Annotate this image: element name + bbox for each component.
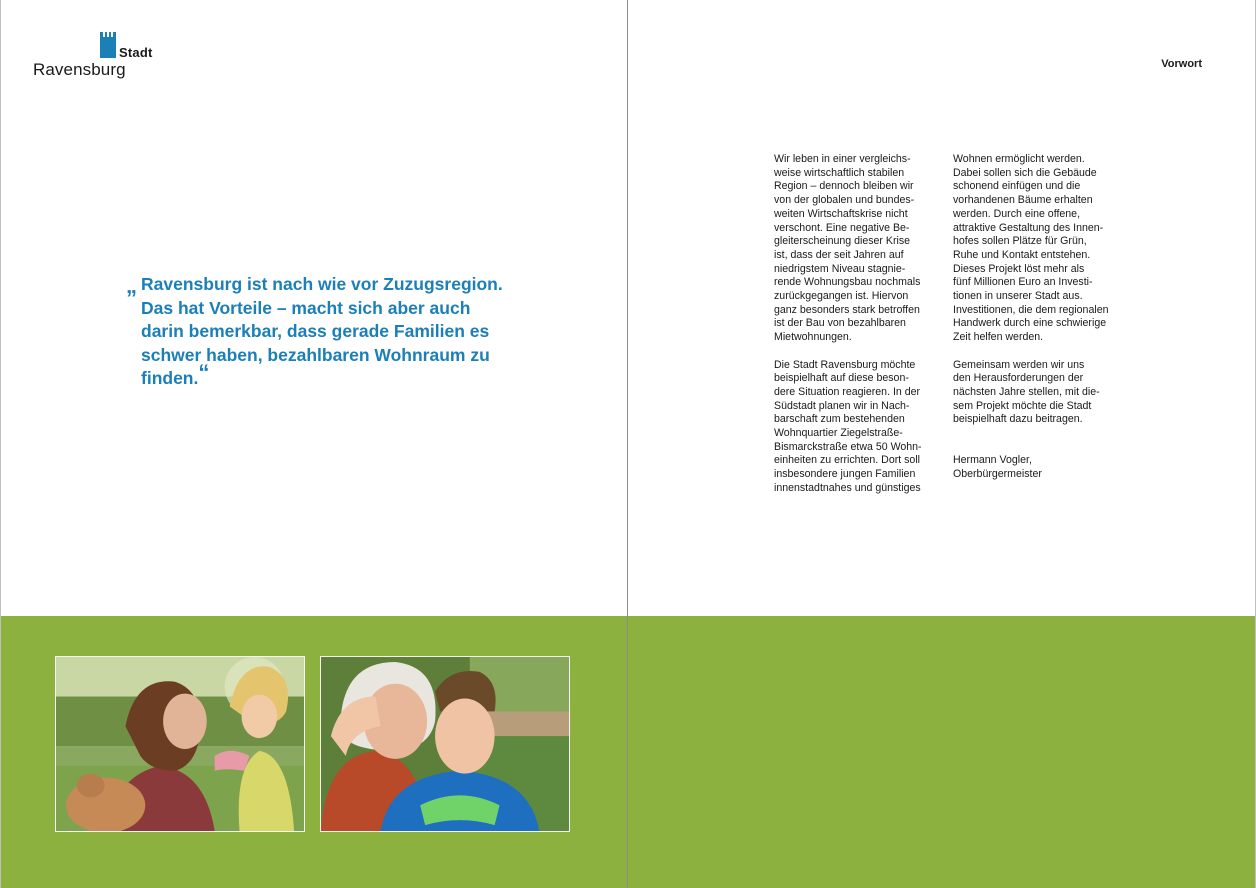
signature: Hermann Vogler, Oberbürgermeister xyxy=(953,454,1042,480)
paragraph: Gemeinsam werden wir uns den Herausforderungen der nächsten Jahre stellen, mit die- sem Projekt möchte die Stadt beispielhaft dazu beitragen. xyxy=(953,358,1100,426)
text-column-1 xyxy=(774,153,942,509)
grandmother-and-boy-photo xyxy=(320,656,570,832)
quote-body: Ravensburg ist nach wie vor Zuzugsregion. Das hat Vorteile – macht sich aber auch darin bemerkbar, dass gerade Familien es schwer haben, bezahlbaren Wohnraum zu finden. xyxy=(141,274,503,388)
text-column-2 xyxy=(953,153,1121,481)
left-page xyxy=(0,0,627,888)
right-page xyxy=(628,0,1256,888)
stadt-ravensburg-logo xyxy=(33,32,163,82)
logo-city-name: Ravensburg xyxy=(33,60,126,79)
paragraph: Wir leben in einer vergleichs- weise wirtschaftlich stabilen Region – dennoch bleiben wir von der globalen und bundes- weiten Wirtschaftskrise nicht verschont. Eine negative Be- gleiterscheinung dieser Krise ist, dass der seit Jahren auf niedrigstem Niveau stagnie- rende Wohnungsbau nochmals zurückgegangen ist. Hiervon ganz besonders stark betroffen ist der Bau von bezahlbaren Mietwohnungen. xyxy=(774,153,921,344)
mother-and-child-photo xyxy=(55,656,305,832)
quote-text xyxy=(141,273,541,391)
castle-tower-icon xyxy=(100,32,116,58)
green-band-right xyxy=(628,616,1255,888)
section-title: Vorwort xyxy=(1161,58,1202,70)
paragraph: Wohnen ermöglicht werden. Dabei sollen sich die Gebäude schonend einfügen und die vorhandenen Bäume erhalten werden. Durch eine offene, attraktive Gestaltung des Innen- hofes sollen Plätze für Grün, Ruhe und Kontakt entstehen. Dieses Projekt löst mehr als fünf Millionen Euro an Investi- tionen in unserer Stadt aus. Investitionen, die dem regionalen Handwerk durch eine schwierige Zeit helfen werden. xyxy=(953,153,1109,344)
logo-stadt-label: Stadt xyxy=(119,45,153,60)
quote-close-mark: “ xyxy=(198,360,210,385)
paragraph: Die Stadt Ravensburg möchte beispielhaft auf diese beson- dere Situation reagieren. In der Südstadt planen wir in Nach- barschaft zum bestehenden Wohnquartier Ziegelstraße- Bismarckstraße etwa 50 Wohn- einheiten zu errichten. Dort soll insbesondere jungen Familien innenstadtnahes und günstiges xyxy=(774,358,922,494)
page-spine xyxy=(627,0,628,888)
quote-open-mark: „ xyxy=(126,273,137,298)
